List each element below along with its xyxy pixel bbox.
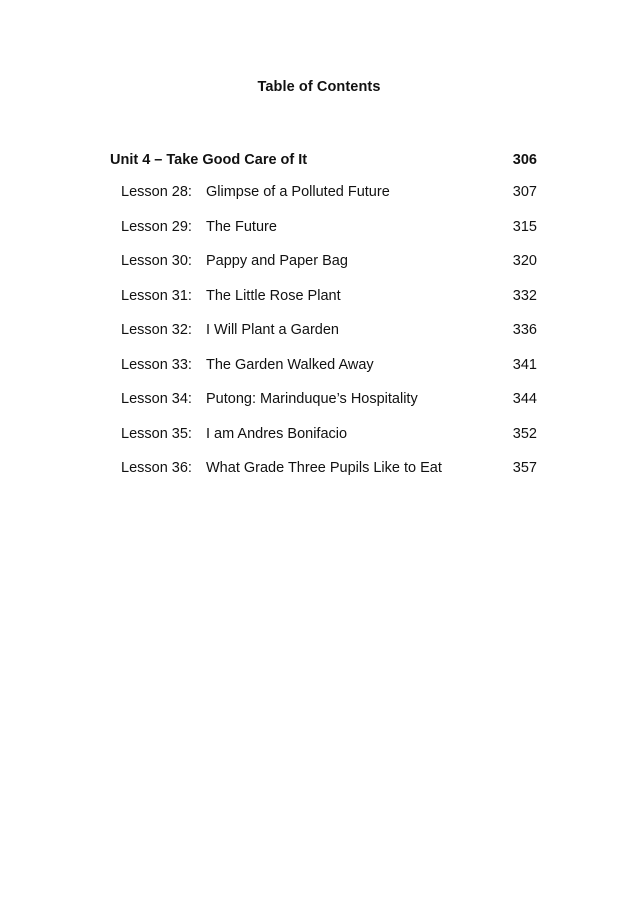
unit-row <box>110 152 540 172</box>
lesson-list <box>121 184 540 495</box>
lesson-page-number: 336 <box>512 322 537 338</box>
page-title: Table of Contents <box>257 79 381 95</box>
lesson-row-32 <box>121 322 540 357</box>
unit-page-number: 306 <box>512 152 537 168</box>
lesson-number: Lesson 31: <box>121 287 192 304</box>
lesson-row-28 <box>121 184 540 219</box>
lesson-title: I am Andres Bonifacio <box>206 425 348 442</box>
lesson-title: Pappy and Paper Bag <box>206 253 348 269</box>
lesson-title: Glimpse of a Polluted Future <box>206 184 390 200</box>
lesson-title: Putong: Marinduque’s Hospitality <box>206 391 418 407</box>
lesson-number: Lesson 34: <box>121 391 192 407</box>
lesson-page-number: 341 <box>512 356 537 373</box>
lesson-title: What Grade Three Pupils Like to Eat <box>206 460 442 476</box>
lesson-title: The Little Rose Plant <box>206 287 341 304</box>
lesson-title: The Future <box>206 218 277 235</box>
lesson-row-30 <box>121 253 540 288</box>
lesson-number: Lesson 28: <box>121 184 192 200</box>
lesson-row-33 <box>121 357 540 392</box>
lesson-number: Lesson 36: <box>121 460 192 476</box>
lesson-row-31 <box>121 288 540 323</box>
lesson-row-36 <box>121 460 540 495</box>
lesson-number: Lesson 33: <box>121 356 192 373</box>
lesson-title: The Garden Walked Away <box>206 356 374 373</box>
lesson-page-number: 307 <box>512 184 537 200</box>
lesson-page-number: 315 <box>512 218 537 235</box>
unit-title: Unit 4 – Take Good Care of It <box>110 152 308 168</box>
lesson-row-34 <box>121 391 540 426</box>
lesson-number: Lesson 32: <box>121 322 192 338</box>
lesson-page-number: 332 <box>512 287 537 304</box>
lesson-title: I Will Plant a Garden <box>206 322 339 338</box>
lesson-page-number: 352 <box>512 425 537 442</box>
lesson-page-number: 320 <box>512 253 537 269</box>
lesson-page-number: 344 <box>512 391 537 407</box>
lesson-number: Lesson 30: <box>121 253 192 269</box>
lesson-number: Lesson 29: <box>121 218 192 235</box>
lesson-page-number: 357 <box>512 460 537 476</box>
lesson-number: Lesson 35: <box>121 425 192 442</box>
lesson-row-35 <box>121 426 540 461</box>
lesson-row-29 <box>121 219 540 254</box>
